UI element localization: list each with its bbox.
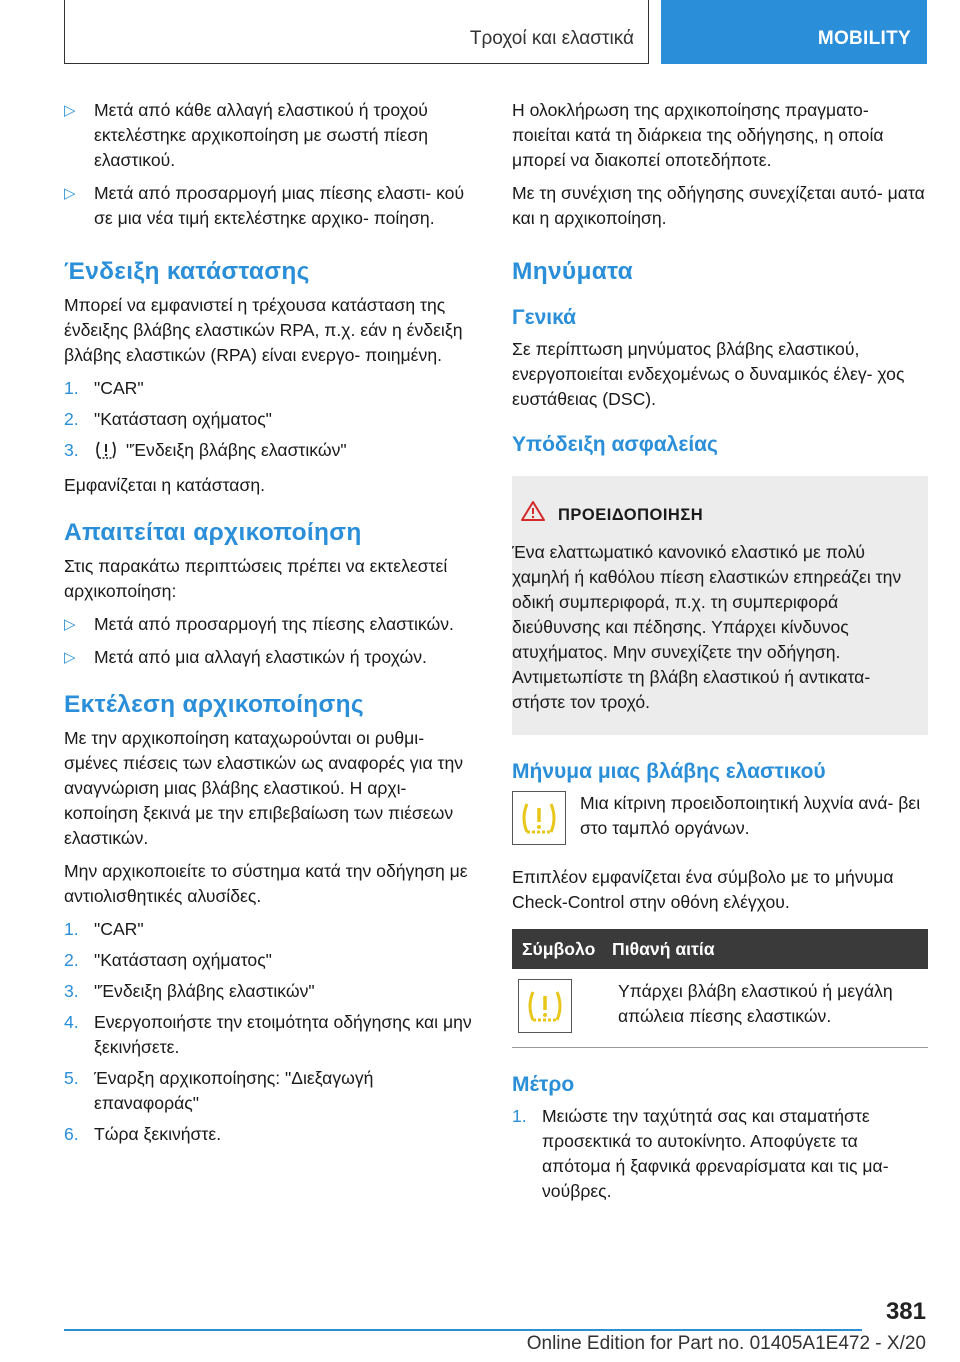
list-item: 4. Ενεργοποιήστε την ετοιμότητα οδήγησης και μην ξεκινήσετε.	[64, 1012, 472, 1057]
list-item: 5. Έναρξη αρχικοποίησης: "Διεξαγωγή επαναφοράς"	[64, 1068, 374, 1113]
footer-edition: Online Edition for Part no. 01405A1E472 - X/20	[526, 1333, 926, 1354]
table-header	[512, 929, 928, 969]
list-item: ▷ Μετά από προσαρμογή μιας πίεσης ελαστι- κού σε μια νέα τιμή εκτελέστηκε αρχικο- ποίηση.	[64, 183, 465, 228]
general-paragraph: Σε περίπτωση μηνύματος βλάβης ελαστικού, ενεργοποιείται ενδεχομένως ο δυναμικός έλεγ- χος ευστάθειας (DSC).	[512, 339, 905, 409]
tire-pressure-icon	[94, 440, 118, 467]
heading-exec: Εκτέλεση αρχικοποίησης	[64, 691, 364, 718]
list-item: 2. "Κατάσταση οχήματος"	[64, 950, 272, 970]
tire-pressure-warning-icon	[518, 979, 572, 1033]
list-item: 3. "Ένδειξη βλάβης ελαστικών"	[64, 438, 482, 467]
list-item: 1. Μειώστε την ταχύτητά σας και σταματήστε προσεκτικά το αυτοκίνητο. Αποφύγετε τα απότομα ή ξαφνικά φρεναρίσματα και τις μα- νούβρες.	[512, 1106, 889, 1201]
check-control-paragraph: Επιπλέον εμφανίζεται ένα σύμβολο με το μήνυμα Check-Control στην οθόνη ελέγχου.	[512, 867, 894, 912]
warning-title: ΠΡΟΕΙΔΟΠΟΙΗΣΗ	[520, 500, 918, 530]
symbol-table	[512, 929, 928, 1048]
list-item: ▷ Μετά από μια αλλαγή ελαστικών ή τροχών.	[64, 645, 482, 670]
column-header-symbol: Σύμβολο	[522, 938, 596, 959]
tire-message-text: Μια κίτρινη προειδοποιητική λυχνία ανά- βει στο ταμπλό οργάνων.	[580, 793, 921, 838]
heading-status: Ένδειξη κατάστασης	[64, 258, 310, 285]
table-row	[512, 969, 928, 1048]
section-title: Τροχοί και ελαστικά	[469, 28, 634, 49]
list-item: 1. "CAR"	[64, 378, 144, 398]
status-after: Εμφανίζεται η κατάσταση.	[64, 475, 265, 495]
tire-pressure-warning-icon	[512, 791, 566, 845]
bullet-triangle-icon: ▷	[64, 649, 76, 666]
heading-measure: Μέτρο	[512, 1073, 575, 1096]
heading-tire-message: Μήνυμα μιας βλάβης ελαστικού	[512, 760, 826, 783]
section-tab	[64, 0, 649, 64]
chapter-tab	[661, 0, 927, 64]
list-item: 1. "CAR"	[64, 919, 144, 939]
list-item: 6. Τώρα ξεκινήστε.	[64, 1124, 222, 1144]
chapter-title: MOBILITY	[817, 28, 911, 49]
bullet-triangle-icon: ▷	[64, 185, 76, 202]
warning-triangle-icon	[520, 500, 546, 530]
footer-divider	[64, 1329, 862, 1331]
exec-paragraph-1: Με την αρχικοποίηση καταχωρούνται οι ρυθμι- σμένες πιέσεις των ελαστικών ως αναφορές για την αναγνώριση μιας βλάβης ελαστικού. Η αρχι- κοποίηση ξεκινά με την επιβεβαίωση των πιέσεων ελαστικών.	[64, 728, 464, 848]
list-item: 3. "Ένδειξη βλάβης ελαστικών"	[64, 981, 315, 1001]
warning-box	[512, 476, 928, 735]
warning-text: Ένα ελαττωματικό κανονικό ελαστικό με πολύ χαμηλή ή καθόλου πίεση ελαστικών επηρεάζει την οδική συμπεριφορά, π.χ. τη συμπεριφορά διεύθυνσης και πέδησης. Υπάρχει κίνδυνος ατυχήματος. Μην συνεχίζετε την οδήγηση. Αντιμετωπίστε τη βλάβη ελαστικού ή αντικατα- στήστε τον τροχό.	[512, 542, 902, 712]
heading-messages: Μηνύματα	[512, 258, 634, 285]
required-paragraph: Στις παρακάτω περιπτώσεις πρέπει να εκτελεστεί αρχικοποίηση:	[64, 556, 448, 601]
intro-paragraph-2: Με τη συνέχιση της οδήγησης συνεχίζεται αυτό- ματα και η αρχικοποίηση.	[512, 183, 925, 228]
table-cell-cause: Υπάρχει βλάβη ελαστικού ή μεγάλη απώλεια πίεσης ελαστικών.	[618, 981, 893, 1026]
status-paragraph: Μπορεί να εμφανιστεί η τρέχουσα κατάσταση της ένδειξης βλάβης ελαστικών RPA, π.χ. εάν η ένδειξη βλάβης ελαστικών (RPA) είναι ενεργο- ποιημένη.	[64, 295, 463, 365]
exec-paragraph-2: Μην αρχικοποιείτε το σύστημα κατά την οδήγηση με αντιολισθητικές αλυσίδες.	[64, 861, 468, 906]
page-number: 381	[885, 1298, 926, 1325]
list-item: 2. "Κατάσταση οχήματος"	[64, 409, 272, 429]
heading-general: Γενικά	[512, 306, 577, 329]
intro-paragraph-1: Η ολοκλήρωση της αρχικοποίησης πραγματο- ποιείται κατά τη διάρκεια της οδήγησης, η οποία μπορεί να διακοπεί οποτεδήποτε.	[512, 100, 884, 170]
right-column	[512, 98, 928, 1210]
left-column	[64, 98, 482, 1153]
column-header-cause: Πιθανή αιτία	[612, 938, 715, 959]
page-header	[64, 0, 927, 64]
bullet-triangle-icon: ▷	[64, 102, 76, 119]
list-item: ▷ Μετά από κάθε αλλαγή ελαστικού ή τροχού εκτελέστηκε αρχικοποίηση με σωστή πίεση ελαστικού.	[64, 100, 429, 170]
heading-safety: Υπόδειξη ασφαλείας	[512, 433, 718, 456]
tire-message-row	[512, 791, 928, 845]
heading-required: Απαιτείται αρχικοποίηση	[64, 519, 362, 546]
bullet-triangle-icon: ▷	[64, 616, 76, 633]
list-item: ▷ Μετά από προσαρμογή της πίεσης ελαστικών.	[64, 612, 482, 637]
